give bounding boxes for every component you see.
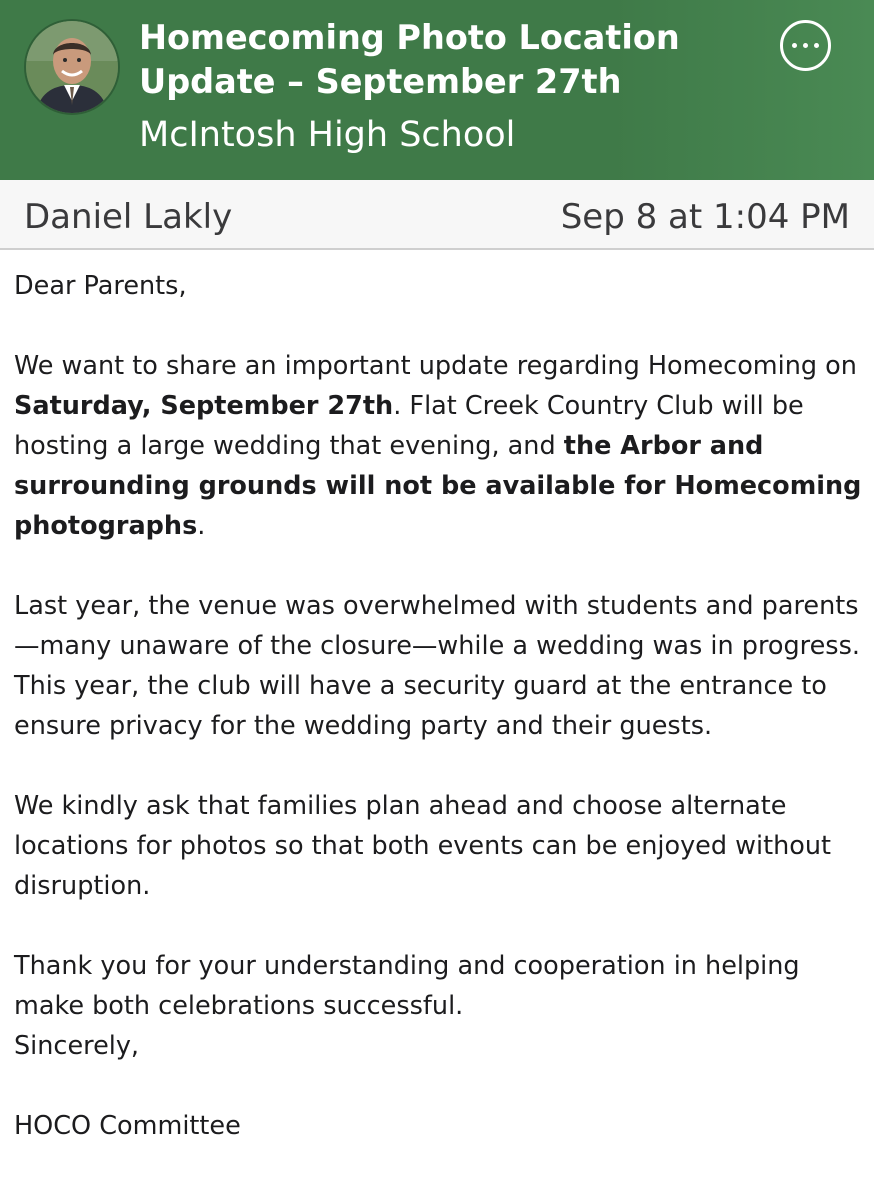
author-name[interactable]: Daniel Lakly bbox=[24, 197, 233, 237]
paragraph-1-text-a: We want to share an important update regarding Homecoming on bbox=[14, 351, 857, 381]
ellipsis-circle-icon bbox=[792, 43, 797, 48]
ellipsis-dot bbox=[814, 43, 819, 48]
post-title-line-1: Homecoming Photo Location bbox=[139, 18, 680, 57]
ellipsis-dot bbox=[803, 43, 808, 48]
post-title-line-2: Update – September 27th bbox=[139, 62, 622, 101]
profile-photo-icon bbox=[26, 21, 118, 113]
paragraph-3: We kindly ask that families plan ahead and choose alternate locations for photos so that both events can be enjoyed without disruption. bbox=[14, 791, 831, 901]
message-body bbox=[14, 266, 864, 1146]
paragraph-1-text-c: . bbox=[197, 511, 206, 541]
post-header bbox=[0, 0, 874, 180]
more-options-button[interactable] bbox=[780, 20, 831, 71]
avatar[interactable] bbox=[24, 19, 120, 115]
paragraph-1 bbox=[14, 346, 864, 546]
school-name[interactable]: McIntosh High School bbox=[139, 115, 516, 155]
paragraph-2: Last year, the venue was overwhelmed with students and parents—many unaware of the closure—while a wedding was in progress. This year, the club will have a security guard at the entrance to ensure privacy for the wedding party and their guests. bbox=[14, 591, 860, 741]
paragraph-1-bold-date: Saturday, September 27th bbox=[14, 391, 394, 421]
post-timestamp: Sep 8 at 1:04 PM bbox=[560, 197, 850, 237]
closing: Sincerely, bbox=[14, 1031, 140, 1061]
paragraph-4: Thank you for your understanding and cooperation in helping make both celebrations successful. bbox=[14, 951, 800, 1021]
paragraph-1-bold-notice: the Arbor and surrounding grounds will not be available for Homecoming photographs bbox=[14, 431, 862, 541]
greeting: Dear Parents, bbox=[14, 271, 187, 301]
post-title bbox=[139, 16, 739, 104]
signature: HOCO Committee bbox=[14, 1111, 241, 1141]
paragraph-1-text-b: . Flat Creek Country Club will be hosting a large wedding that evening, and bbox=[14, 391, 804, 461]
post-meta bbox=[0, 180, 874, 250]
